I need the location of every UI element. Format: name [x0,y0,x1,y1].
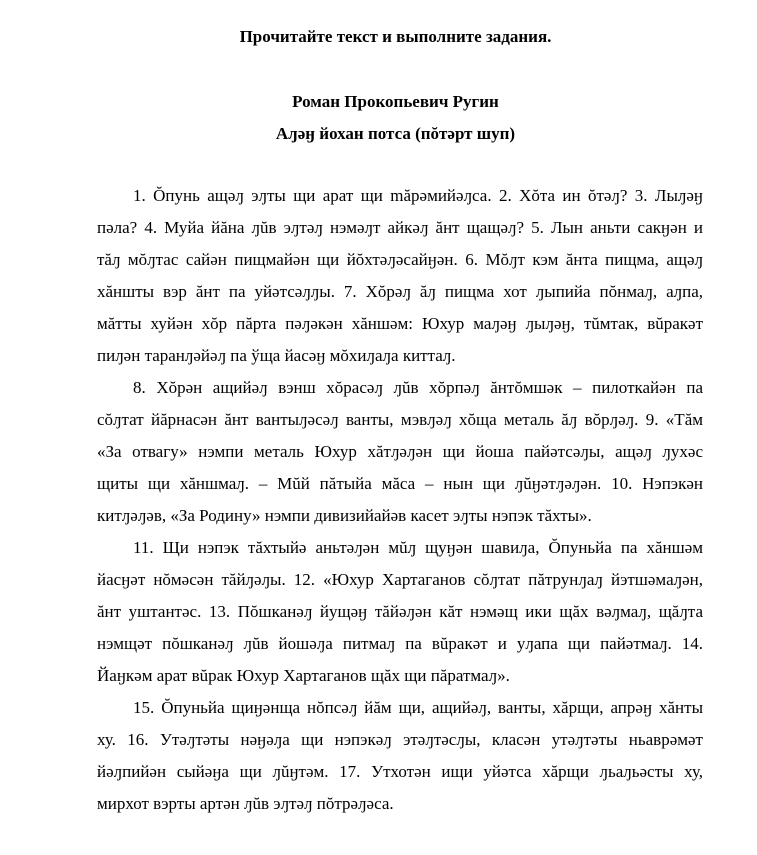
text-line: 11. Щи нэпэк тăхтыйә аньтәԓән мŭԓ щуӈән шавиԓа, Ŏпуньйа па хăншәм [133,538,703,557]
story-title: Аԓәӈ йохан потса (пŏтәрт шуп) [275,124,516,143]
text-line: йасӈәт нŏмәсән тăйԓәԓы. 12. «Юхур Хартаганов сŏԓтат пăтрунԓаԓ йэтшәмаԓән, [97,570,703,589]
text-line: сŏԓтат йăрнасән ăнт вантыԓәсәԓ ванты, мэвԓәԓ хŏща металь ăԓ вŏрԓәԓ. 9. «Тăм [97,410,703,429]
text-line: нэмщәт пŏшканәԓ ԓŭв йошәԓа питмаԓ па вŭракәт и уԓапа щи пайәтмаԓ. 14. [97,634,703,653]
text-line: ху. 16. Утәԓтәты нәӈәԓа щи нэпэкәԓ этәԓтәсԓы, класән утәԓтәты ньаврәмәт [97,730,703,749]
text-line: 8. Хŏрән ащийәԓ вэнш хŏрасәԓ ԓŭв хŏрпәԓ ăнтŏмшәк – пилоткайән па [133,378,703,397]
task-heading: Прочитайте текст и выполните задания. [239,27,552,46]
paragraph-3 [61,532,703,692]
text-line: 1. Ŏпунь ащәԓ эԓты щи арат щи măрәмийәԓса. 2. Хŏта ин ŏтәԓ? 3. Лыԓәӈ [133,186,703,205]
text-line: пиԓән таранԓәйәԓ па ўща йасәӈ мŏхиԓаԓа киттаԓ. [97,346,456,365]
paragraph-2 [61,372,703,532]
story-body [61,180,703,820]
text-line: «За отвагу» нэмпи металь Юхур хăтԓәԓән щи йоша пайәтсәԓы, ащәԓ ԓухәс [97,442,703,461]
text-line: китԓәԓәв, «За Родину» нэмпи дивизийайәв касет эԓты нэпэк тăхты». [97,506,592,525]
text-line: ăнт уштантәс. 13. Пŏшканәԓ йущәӈ тăйәԓән кăт нэмәщ ики щăх вәԓмаԓ, щăԓта [97,602,703,621]
text-line: Йаӈкәм арат вŭрак Юхур Хартаганов щăх щи пăратмаԓ». [97,666,510,685]
text-line: пәла? 4. Муйа йăна ԓŭв эԓтәԓ нэмәԓт айкәԓ ăнт щащәԓ? 5. Лын аньти сакӈән и [97,218,703,237]
text-line: хăншты вэр ăнт па уйәтсәԓԓы. 7. Хŏрәԓ ăԓ пищма хот ԓыпийа пŏнмаԓ, аԓпа, [97,282,703,301]
paragraph-1 [61,180,703,372]
text-line: мăтты хуйән хŏр пăрта пәԓәкән хăншәм: Юхур маԓәӈ ԓыԓәӈ, тŭмтак, вŭракәт [97,314,703,333]
author-name: Роман Прокопьевич Ругин [292,92,499,111]
text-line: тăԓ мŏԓтас сайән пищмайән щи йŏхтәԓәсайӈән. 6. Мŏԓт кэм ăнта пищма, ащәԓ [97,250,703,269]
text-line: мирхот вэрты артән ԓŭв эԓтәԓ пŏтрәԓәса. [97,794,394,813]
text-line: 15. Ŏпуньйа щиӈәнща нŏпсәԓ йăм щи, ащийәԓ, ванты, хăрщи, апрәӈ хăнты [133,698,703,717]
paragraph-4 [61,692,703,820]
text-line: йәԓпийән сыйәӈа щи ԓŭӈтәм. 17. Утхотән ищи уйәтса хăрщи ԓьаԓьәсты ху, [97,762,703,781]
text-line: щиты щи хăншмаԓ. – Мŭй пăтыйа мăса – нын щи ԓŭӈәтԓәԓән. 10. Нэпэкән [97,474,703,493]
